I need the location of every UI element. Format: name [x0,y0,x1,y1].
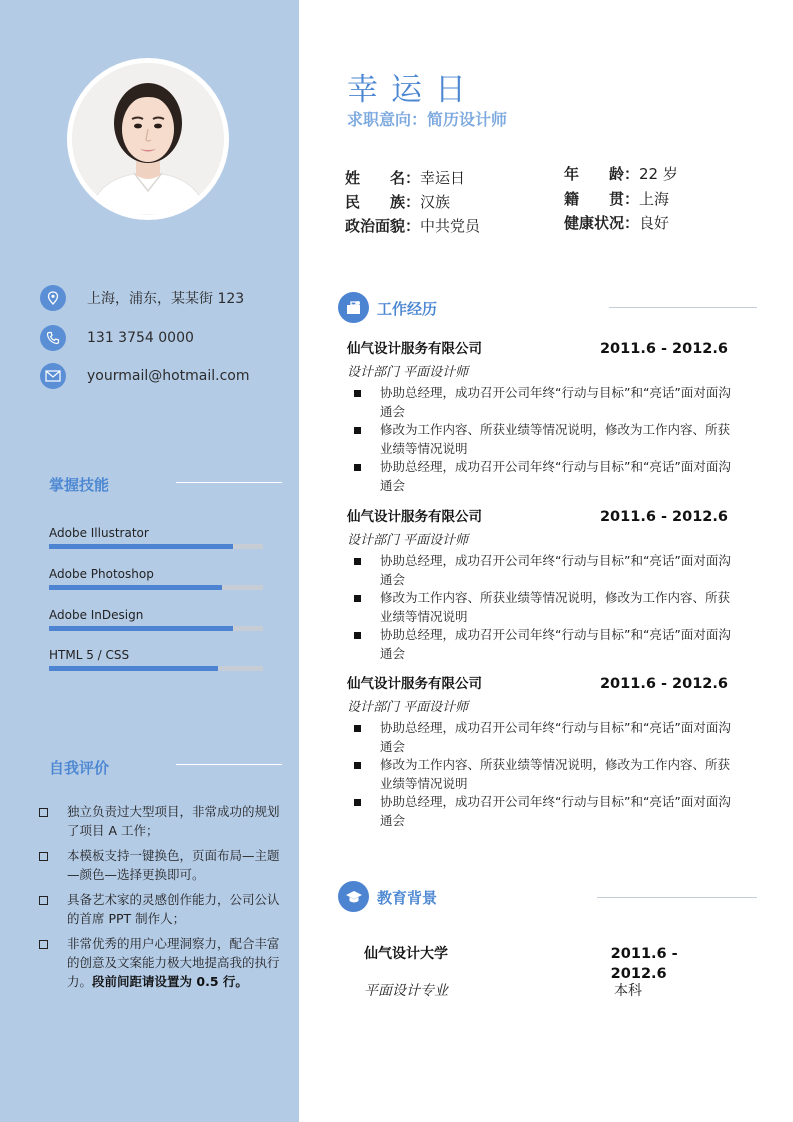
work-section-title: 工作经历 [377,300,438,318]
job-intent: 求职意向：简历设计师 [347,110,508,129]
info-health: 健康状况：良好 [564,214,670,232]
job-entry [347,507,737,663]
skill-bar-track [49,544,263,549]
list-item: 修改为工作内容、所获业绩等情况说明，修改为工作内容、所获业绩等情况说明 [347,756,737,793]
contact-address-text: 上海，浦东，某某街 123 [87,291,245,307]
briefcase-icon [338,292,369,323]
info-age: 年 龄：22 岁 [564,165,678,183]
job-period: 2011.6 - 2012.6 [599,341,728,357]
evaluation-heading: 自我评价 [49,759,110,777]
list-item: 独立负责过大型项目，非常成功的规划了项目 A 工作； [38,802,283,840]
skills-divider [176,482,282,483]
avatar [72,63,224,215]
education-section-divider [597,897,757,898]
skill-item [49,566,263,590]
contact-address [40,285,290,311]
list-item: 协助总经理，成功召开公司年终“行动与目标”和“亮话”面对面沟通会 [347,552,737,589]
mail-icon [40,363,66,389]
location-pin-icon [40,285,66,311]
job-department: 设计部门 平面设计师 [347,365,469,380]
list-item: 协助总经理，成功召开公司年终“行动与目标”和“亮话”面对面沟通会 [347,384,737,421]
company-name: 仙气设计服务有限公司 [347,341,482,357]
evaluation-list [38,802,283,997]
list-item: 非常优秀的用户心理洞察力，配合丰富的创意及文案能力极大地提高我的执行力。段前间距请设置为 0.5 行。 [38,934,283,991]
skills-heading: 掌握技能 [49,476,110,494]
contact-phone-text: 131 3754 0000 [87,330,194,346]
skill-name: Adobe Illustrator [49,526,149,540]
skill-bar-track [49,585,263,590]
education-period: 2011.6 - 2012.6 [610,946,678,982]
contact-phone[interactable] [40,325,290,351]
job-entry [347,674,737,830]
job-period: 2011.6 - 2012.6 [599,509,728,525]
job-bullets [347,384,737,495]
list-item: 修改为工作内容、所获业绩等情况说明，修改为工作内容、所获业绩等情况说明 [347,589,737,626]
list-item: 具备艺术家的灵感创作能力，公司公认的首席 PPT 制作人； [38,890,283,928]
education-major: 平面设计专业 [364,983,448,999]
info-ethnicity: 民 族：汉族 [345,193,451,211]
list-item: 修改为工作内容、所获业绩等情况说明，修改为工作内容、所获业绩等情况说明 [347,421,737,458]
graduation-cap-icon [338,881,369,912]
job-department: 设计部门 平面设计师 [347,533,469,548]
page-title: 幸运日 [347,72,479,108]
education-section-title: 教育背景 [377,889,438,907]
info-hometown: 籍 贯：上海 [564,190,670,208]
company-name: 仙气设计服务有限公司 [347,676,482,692]
education-entry [364,944,737,982]
work-section-divider [609,307,757,308]
skill-bar-fill [49,666,218,671]
portrait-illustration [72,63,224,215]
education-degree: 本科 [614,983,642,999]
contact-email-text: yourmail@hotmail.com [87,368,250,384]
list-item: 协助总经理，成功召开公司年终“行动与目标”和“亮话”面对面沟通会 [347,719,737,756]
skill-bar-fill [49,626,233,631]
job-period: 2011.6 - 2012.6 [599,676,728,692]
list-item: 协助总经理，成功召开公司年终“行动与目标”和“亮话”面对面沟通会 [347,793,737,830]
sidebar [0,0,299,1122]
school-name: 仙气设计大学 [364,946,448,962]
job-department: 设计部门 平面设计师 [347,700,469,715]
skill-name: Adobe Photoshop [49,567,154,581]
skill-item [49,607,263,631]
list-item: 本模板支持一键换色，页面布局—主题—颜色—选择更换即可。 [38,846,283,884]
skill-bar-track [49,626,263,631]
education-detail [364,981,737,1001]
skill-name: Adobe InDesign [49,608,144,622]
profile-photo [67,58,229,220]
skill-bar-track [49,666,263,671]
info-political: 政治面貌：中共党员 [345,217,481,235]
job-bullets [347,552,737,663]
contact-email[interactable] [40,363,290,389]
list-item: 协助总经理，成功召开公司年终“行动与目标”和“亮话”面对面沟通会 [347,626,737,663]
info-name: 姓 名：幸运日 [345,169,466,187]
skill-item [49,525,263,549]
skill-name: HTML 5 / CSS [49,648,130,662]
skill-bar-fill [49,544,233,549]
skill-bar-fill [49,585,222,590]
evaluation-divider [176,764,282,765]
list-item: 协助总经理，成功召开公司年终“行动与目标”和“亮话”面对面沟通会 [347,458,737,495]
phone-icon [40,325,66,351]
company-name: 仙气设计服务有限公司 [347,509,482,525]
job-entry [347,339,737,495]
skill-item [49,647,263,671]
job-bullets [347,719,737,830]
